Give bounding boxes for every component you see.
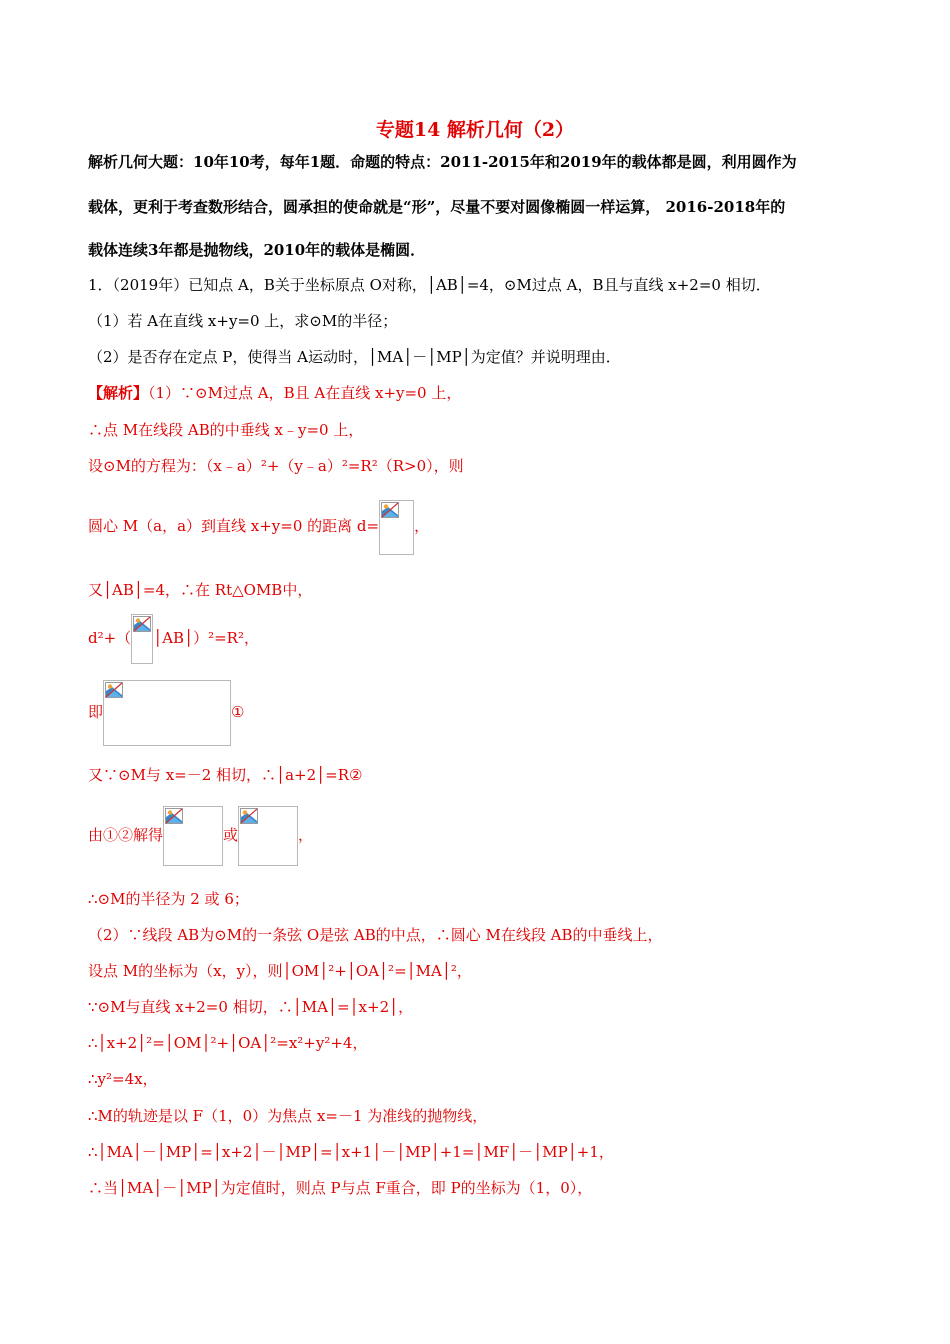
problem-question-2: （2）是否存在定点 P，使得当 A运动时，│MA│－│MP│为定值？并说明理由． (88, 348, 621, 366)
formula-image (163, 806, 223, 866)
solution-label: 【解析】 (88, 384, 149, 402)
solution-step-2: ∴点 M在线段 AB的中垂线 x﹣y=0 上， (88, 421, 364, 439)
formula-image (131, 614, 153, 664)
problem-question-1: （1）若 A在直线 x+y=0 上，求⊙M的半径； (88, 312, 398, 330)
solution-step-8: 又∵⊙M与 x=－2 相切，∴│a+2│=R② (88, 766, 363, 784)
broken-image-icon (105, 682, 123, 698)
solution-step-4: 圆心 M（a，a）到直线 x+y=0 的距离 d= ， (88, 499, 429, 555)
solution-step-12: 设点 M的坐标为（x，y），则│OM│²+│OA│²=│MA│²， (88, 962, 472, 980)
formula-image (379, 500, 414, 555)
broken-image-icon (165, 808, 183, 824)
document-title: 专题14 解析几何（2） (375, 119, 575, 141)
solution-step-13: ∵⊙M与直线 x+2=0 相切，∴│MA│=│x+2│， (88, 998, 414, 1016)
solution-step-11: （2）∵线段 AB为⊙M的一条弦 O是弦 AB的中点，∴圆心 M在线段 AB的中垂线上， (88, 926, 663, 944)
solution-step-5: 又│AB│=4，∴在 Rt△OMB中， (88, 581, 313, 599)
broken-image-icon (381, 502, 399, 518)
solution-step-16: ∴M的轨迹是以 F（1，0）为焦点 x=－1 为准线的抛物线， (88, 1107, 488, 1125)
solution-step-18: ∴当│MA│－│MP│为定值时，则点 P与点 F重合，即 P的坐标为（1，0）， (88, 1179, 593, 1197)
broken-image-icon (133, 616, 151, 632)
solution-step-7: 即 ① (88, 679, 244, 746)
solution-step-1: 【解析】（1）∵⊙M过点 A，B且 A在直线 x+y=0 上， (88, 384, 462, 402)
solution-step-14: ∴│x+2│²=│OM│²+│OA│²=x²+y²+4， (88, 1034, 368, 1052)
intro-line-2: 载体，更利于考查数形结合，圆承担的使命就是“形”，尽量不要对圆像椭圆一样运算， 2016-2018年的 (88, 198, 786, 216)
intro-line-1: 解析几何大题：10年10考，每年1题．命题的特点：2011-2015年和2019年的载体都是圆，利用圆作为 (88, 153, 797, 171)
solution-step-17: ∴│MA│－│MP│=│x+2│－│MP│=│x+1│－│MP│+1=│MF│－│MP│+1， (88, 1143, 614, 1161)
solution-step-9: 由①②解得 或 ， (88, 804, 313, 866)
problem-stem: 1．（2019年）已知点 A，B关于坐标原点 O对称，│AB│=4，⊙M过点 A，B且与直线 x+2=0 相切． (88, 276, 771, 294)
broken-image-icon (240, 808, 258, 824)
solution-step-15: ∴y²=4x， (88, 1070, 158, 1088)
formula-image (103, 680, 231, 746)
solution-step-3: 设⊙M的方程为：（x﹣a）²+（y﹣a）²=R²（R>0），则 (88, 457, 464, 475)
solution-step-10: ∴⊙M的半径为 2 或 6； (88, 890, 249, 908)
solution-step-6: d²+（ │AB│）²=R²， (88, 613, 259, 664)
intro-line-3: 载体连续3年都是抛物线，2010年的载体是椭圆． (88, 241, 426, 259)
formula-image (238, 806, 298, 866)
